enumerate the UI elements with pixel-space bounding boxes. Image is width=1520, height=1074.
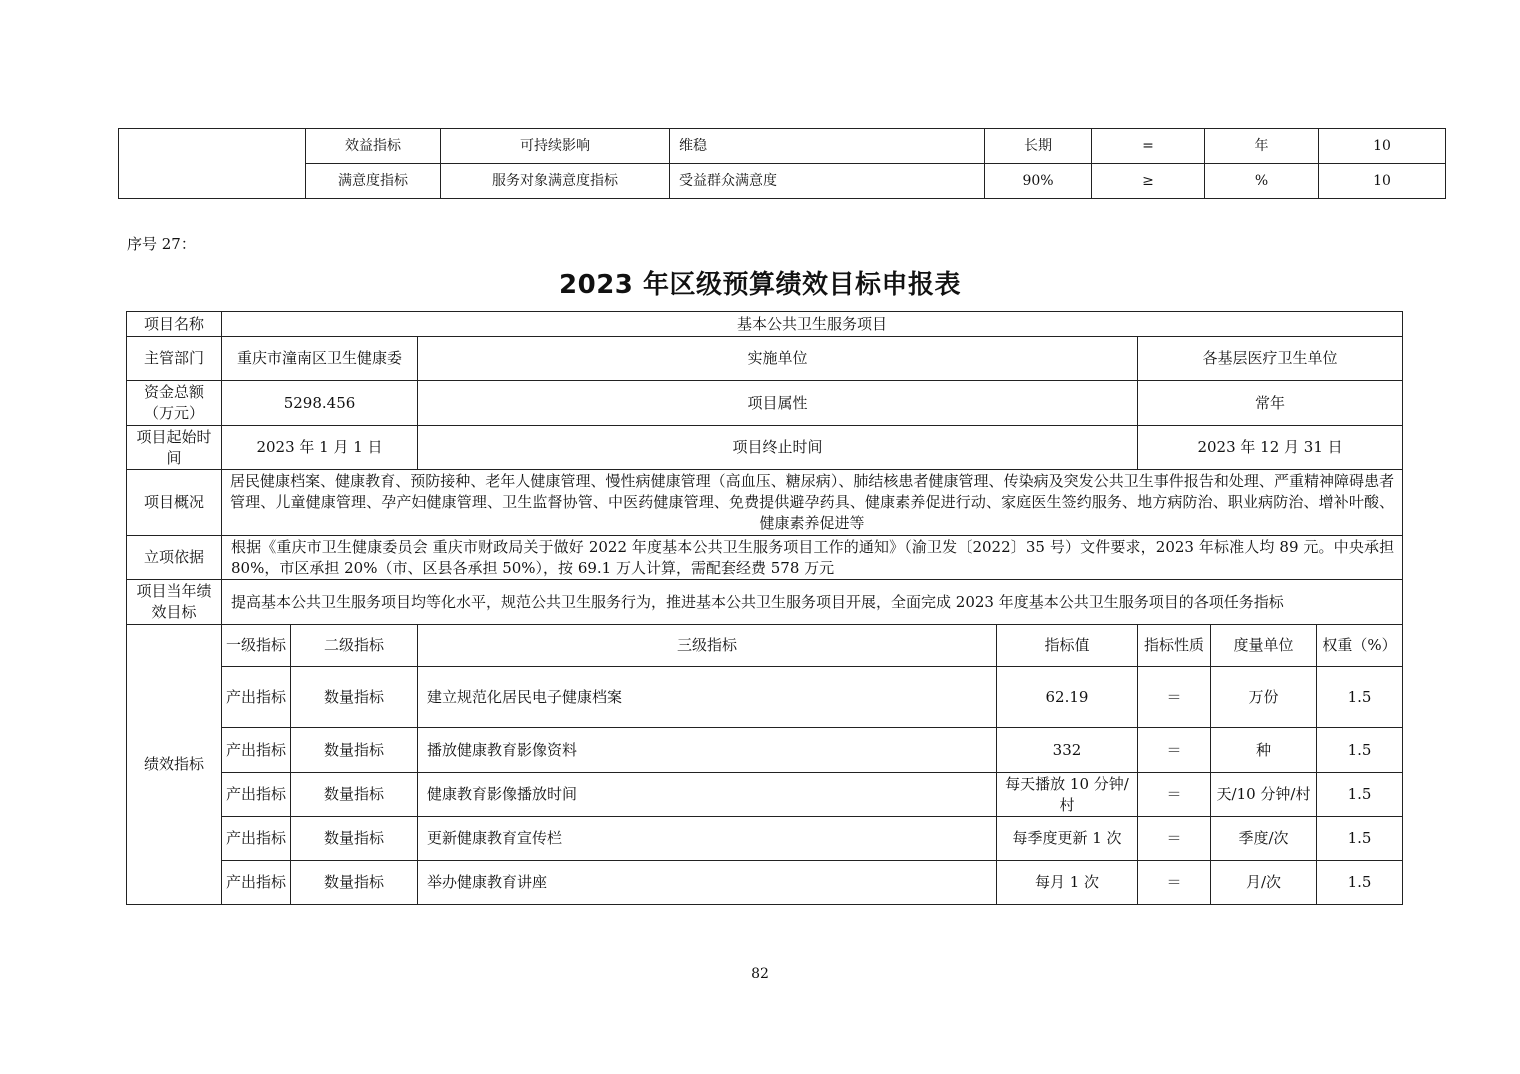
overview-label: 项目概况	[127, 470, 222, 536]
weight-cell: 1.5	[1317, 861, 1403, 905]
department-label: 主管部门	[127, 337, 222, 381]
operator-cell: ≥	[1092, 164, 1205, 199]
table-row	[127, 580, 1403, 625]
page-number: 82	[751, 966, 769, 982]
level2-cell: 数量指标	[291, 817, 418, 861]
start-time-label: 项目起始时间	[127, 426, 222, 470]
weight-cell: 10	[1319, 129, 1446, 164]
table-row	[127, 381, 1403, 426]
column-header-unit: 度量单位	[1211, 625, 1317, 667]
table-row	[127, 773, 1403, 817]
weight-cell: 1.5	[1317, 773, 1403, 817]
funds-label: 资金总额（万元）	[127, 381, 222, 426]
attribute-value: 常年	[1138, 381, 1403, 426]
overview-text: 居民健康档案、健康教育、预防接种、老年人健康管理、慢性病健康管理（高血压、糖尿病）、肺结核患者健康管理、传染病及突发公共卫生事件报告和处理、严重精神障碍患者管理、儿童健康管理、孕产妇健康管理、卫生监督协管、中医药健康管理、免费提供避孕药具、健康素养促进行动、家庭医生签约服务、地方病防治、职业病防治、增补叶酸、健康素养促进等	[222, 470, 1403, 536]
indicator-cell: 维稳	[670, 129, 985, 164]
weight-cell: 1.5	[1317, 817, 1403, 861]
table-row	[127, 337, 1403, 381]
level2-cell: 数量指标	[291, 861, 418, 905]
form-title: 2023 年区级预算绩效目标申报表	[559, 270, 961, 300]
attribute-label: 项目属性	[418, 381, 1138, 426]
level3-cell: 服务对象满意度指标	[441, 164, 670, 199]
level2-cell: 效益指标	[306, 129, 441, 164]
level3-cell: 建立规范化居民电子健康档案	[418, 667, 997, 728]
unit-cell: 季度/次	[1211, 817, 1317, 861]
nature-cell: ＝	[1138, 728, 1211, 773]
weight-cell: 1.5	[1317, 728, 1403, 773]
table-row	[127, 817, 1403, 861]
basis-text: 根据《重庆市卫生健康委员会 重庆市财政局关于做好 2022 年度基本公共卫生服务项目工作的通知》（渝卫发〔2022〕35 号）文件要求，2023 年标准人均 89 元。中央承担 80%，市区承担 20%（市、区县各承担 50%），按 69.1 万人计算，需配套经费 578 万元	[222, 536, 1403, 580]
nature-cell: ＝	[1138, 817, 1211, 861]
level3-cell: 举办健康教育讲座	[418, 861, 997, 905]
basis-label: 立项依据	[127, 536, 222, 580]
table-row	[127, 312, 1403, 337]
value-cell: 每月 1 次	[997, 861, 1138, 905]
performance-indicators-label: 绩效指标	[127, 625, 222, 905]
table-row	[127, 536, 1403, 580]
column-header-value: 指标值	[997, 625, 1138, 667]
level2-cell: 数量指标	[291, 773, 418, 817]
value-cell: 332	[997, 728, 1138, 773]
table-row	[127, 470, 1403, 536]
goal-text: 提高基本公共卫生服务项目均等化水平，规范公共卫生服务行为，推进基本公共卫生服务项目开展，全面完成 2023 年度基本公共卫生服务项目的各项任务指标	[222, 580, 1403, 625]
table-row	[127, 667, 1403, 728]
unit-cell: 天/10 分钟/村	[1211, 773, 1317, 817]
weight-cell: 10	[1319, 164, 1446, 199]
level2-cell: 满意度指标	[306, 164, 441, 199]
implementer-label: 实施单位	[418, 337, 1138, 381]
column-header-level2: 二级指标	[291, 625, 418, 667]
level3-cell: 更新健康教育宣传栏	[418, 817, 997, 861]
column-header-weight: 权重（%）	[1317, 625, 1403, 667]
goal-label: 项目当年绩效目标	[127, 580, 222, 625]
unit-cell: 万份	[1211, 667, 1317, 728]
project-name-label: 项目名称	[127, 312, 222, 337]
level1-cell: 产出指标	[222, 728, 291, 773]
level3-cell: 健康教育影像播放时间	[418, 773, 997, 817]
implementer-value: 各基层医疗卫生单位	[1138, 337, 1403, 381]
end-time-value: 2023 年 12 月 31 日	[1138, 426, 1403, 470]
value-cell: 每天播放 10 分钟/村	[997, 773, 1138, 817]
table-row	[119, 164, 1446, 199]
column-header-level1: 一级指标	[222, 625, 291, 667]
table-header-row	[127, 625, 1403, 667]
level2-cell: 数量指标	[291, 667, 418, 728]
unit-cell: %	[1205, 164, 1319, 199]
end-time-label: 项目终止时间	[418, 426, 1138, 470]
start-time-value: 2023 年 1 月 1 日	[222, 426, 418, 470]
level2-cell: 数量指标	[291, 728, 418, 773]
level1-cell: 产出指标	[222, 667, 291, 728]
indicator-cell: 受益群众满意度	[670, 164, 985, 199]
level3-cell: 可持续影响	[441, 129, 670, 164]
project-name-value: 基本公共卫生服务项目	[222, 312, 1403, 337]
unit-cell: 种	[1211, 728, 1317, 773]
blank-cell	[119, 129, 306, 199]
level1-cell: 产出指标	[222, 773, 291, 817]
previous-form-table	[118, 128, 1446, 199]
unit-cell: 年	[1205, 129, 1319, 164]
level1-cell: 产出指标	[222, 817, 291, 861]
nature-cell: ＝	[1138, 861, 1211, 905]
nature-cell: ＝	[1138, 773, 1211, 817]
nature-cell: ＝	[1138, 667, 1211, 728]
level3-cell: 播放健康教育影像资料	[418, 728, 997, 773]
value-cell: 90%	[985, 164, 1092, 199]
weight-cell: 1.5	[1317, 667, 1403, 728]
funds-value: 5298.456	[222, 381, 418, 426]
value-cell: 62.19	[997, 667, 1138, 728]
value-cell: 每季度更新 1 次	[997, 817, 1138, 861]
column-header-level3: 三级指标	[418, 625, 997, 667]
table-row	[127, 728, 1403, 773]
department-value: 重庆市潼南区卫生健康委	[222, 337, 418, 381]
unit-cell: 月/次	[1211, 861, 1317, 905]
table-row	[127, 426, 1403, 470]
table-row	[127, 861, 1403, 905]
budget-performance-form	[126, 311, 1403, 905]
operator-cell: =	[1092, 129, 1205, 164]
column-header-nature: 指标性质	[1138, 625, 1211, 667]
table-row	[119, 129, 1446, 164]
level1-cell: 产出指标	[222, 861, 291, 905]
value-cell: 长期	[985, 129, 1092, 164]
sequence-label: 序号 27：	[127, 235, 196, 253]
